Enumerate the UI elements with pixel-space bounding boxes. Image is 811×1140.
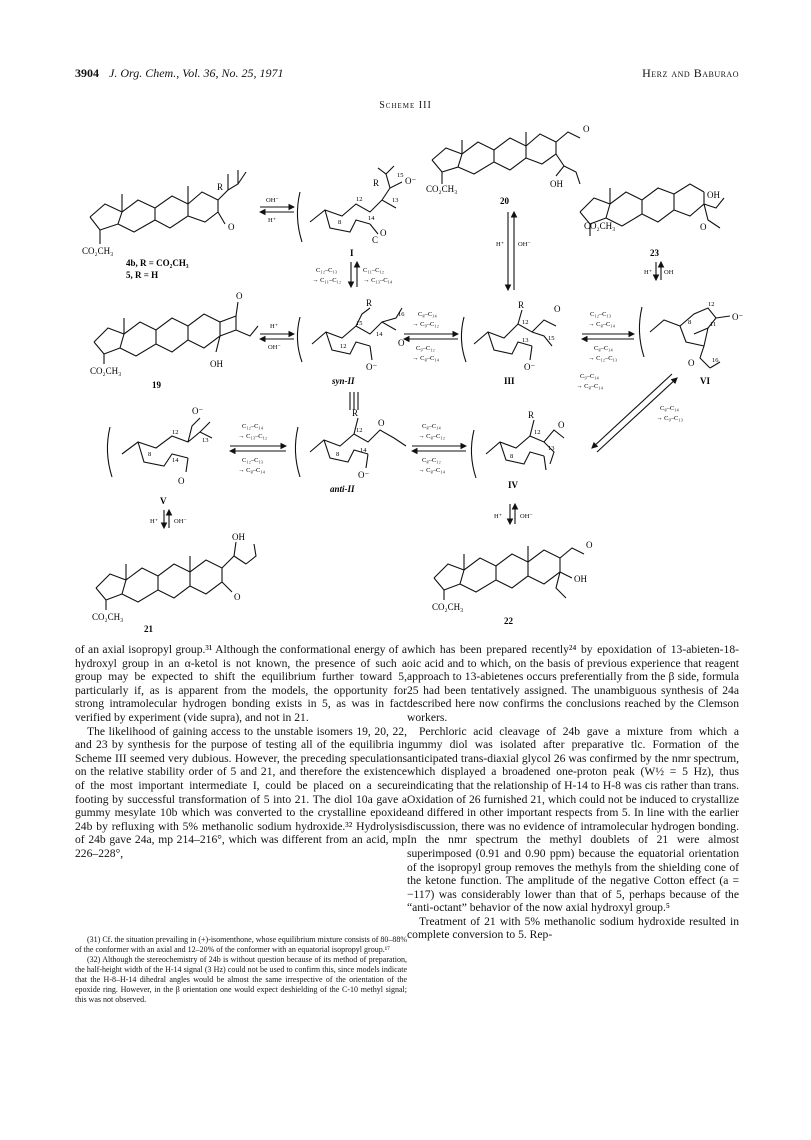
compound-21-oh: OH (232, 532, 245, 542)
VI-c8: 8 (688, 319, 692, 326)
intermediate-III-structure (461, 310, 556, 362)
equilibrium-arrow-23-VI (656, 262, 661, 280)
V-c14: 14 (172, 457, 179, 464)
III-oxo: O (554, 304, 561, 314)
arrow-VI-IV-2: → C₉–C₁₃ (656, 415, 683, 422)
arrow-19-top: H⁺ (270, 323, 279, 330)
arrow-IV-22-left: H⁺ (494, 513, 503, 520)
right-paragraph-2: Perchloric acid cleavage of 24b gave a mixture from which a gummy diol was isolated after preparative tlc. Formation of the anticipated trans-diaxial glycol 26 was confirmed by the nmr spectrum, which displayed a broadened one-proton peak (W½ = 5 Hz), thus indicating that the relationship of H-14 to H-8 was cis rather than trans. Oxidation of 26 furnished 21, which could not be induced to crystallize and differed in other important respects from 5. In line with the earlier discussion, there was no evidence of intramolecular hydrogen bonding. In the nmr spectrum the methyl doublets of 21 were almost superimposed (0.91 and 0.90 ppm) because the equatorial orientation of the isopropyl group removes the methyls from the shielding cone of the ketone function. The amplitude of the negative Cotton effect (a = −117) was considerably lower than that of 5, perhaps because of the “anti-octant” behavior of the now axial hydroxyl group.⁵ (407, 724, 739, 915)
left-column (75, 643, 407, 861)
VI-c12: 12 (708, 301, 715, 308)
compound-22-oxo: O (586, 540, 593, 550)
arrow-I-syn-l2: → C₁₁–C₁₂ (312, 277, 342, 284)
VI-c16: 16 (712, 357, 719, 364)
intermediate-I-oxygen: O (380, 228, 387, 238)
equilibrium-arrow-antiII-IV (412, 446, 466, 451)
compound-22-ester: CO₂CH₃ (432, 602, 464, 612)
footnote-31: (31) Cf. the situation prevailing in (+)-isomenthone, whose equilibrium mixture consists of 80–88% of the conformer with an axial and 12–20% of the conformer with an equatorial isopropyl group.¹⁷ (75, 935, 408, 954)
intermediate-I-c14: 14 (368, 215, 375, 222)
intermediate-I-c13: 13 (392, 197, 399, 204)
page-number: 3904 (75, 66, 99, 80)
V-label: V (160, 496, 167, 506)
VI-ominus: O⁻ (732, 312, 744, 322)
left-paragraph-1: of an axial isopropyl group.³¹ Although the conformational energy of a hydroxyl group in an α-ketol is not known, the presence of such a group may be expected to shift the equilibrium further toward 5, particularly if, as is apparent from the models, the opportunity for strong intramolecular hydrogen bonding exists in 5, as was in fact verified by experiment (vide supra), and not in 21. (75, 643, 407, 724)
arrow-23-VI-left: H⁺ (644, 269, 653, 276)
intermediate-I-carbon: C (372, 235, 379, 245)
arrow-VI-IV-1: C₈–C₁₄ (660, 405, 679, 412)
arrow-anti-IV-b2: → C₈–C₁₄ (418, 467, 445, 474)
arrow-V-anti-b2: → C₈–C₁₄ (238, 467, 265, 474)
synII-oxo: O (398, 338, 405, 348)
arrow-III-IV-1: C₉–C₁₄ (580, 373, 599, 380)
compound-20-structure (432, 132, 580, 184)
equilibrium-arrow-V-21 (164, 510, 169, 528)
V-oxo: O (178, 476, 185, 486)
arrow-I-syn-r1: C₁₁–C₁₂ (363, 267, 384, 274)
intermediate-I-r: R (373, 178, 380, 188)
synII-c14: 14 (376, 331, 383, 338)
equilibrium-arrow-19-synII (260, 334, 294, 339)
synII-r: R (366, 298, 373, 308)
arrow-anti-IV-t2: → C₈–C₁₂ (418, 433, 445, 440)
V-c13: 13 (202, 437, 209, 444)
equilibrium-arrow-20-III (508, 212, 514, 290)
left-paragraph-2: The likelihood of gaining access to the unstable isomers 19, 20, 22, and 23 by synthesis for the purpose of testing all of the equilibria in Scheme III seemed very dubious. However, the preceding speculations on the relative stability order of 5 and 21, and therefore the existence of the most important intermediate I, could be placed on a secure footing by successful transformation of 5 into 21. The diol 10a gave a gummy mesylate 10b which was converted to the crystalline epoxide 24b by refluxing with 5% methanolic sodium hydroxide.³² Hydrolysis of 24b gave 24a, mp 214–216°, which was different from an acid, mp 226–228°, (75, 724, 407, 860)
compound-22-oh: OH (574, 574, 587, 584)
III-r: R (518, 300, 525, 310)
arrow-23-VI-right: OH (664, 269, 674, 276)
synII-c12: 12 (340, 343, 347, 350)
antiII-oxo: O (378, 418, 385, 428)
arrow-III-VI-t2: → C₈–C₁₄ (588, 321, 615, 328)
antiII-label: anti-II (330, 484, 355, 494)
arrow-20-III-right: OH⁻ (518, 241, 531, 248)
compound-4b-r: R (217, 182, 224, 192)
compound-21-structure (96, 542, 256, 610)
right-column (407, 643, 739, 942)
IV-c12: 12 (534, 429, 541, 436)
compound-19-structure (94, 302, 258, 364)
arrow-4b-I-top: OH⁻ (266, 197, 279, 204)
compound-20-label: 20 (500, 196, 509, 206)
arrow-syn-III-t1: C₈–C₁₄ (418, 311, 437, 318)
compound-20-oxo: O (583, 124, 590, 134)
arrow-anti-IV-b1: C₈–C₁₂ (422, 457, 441, 464)
author-names: Herz and Baburao (642, 66, 739, 80)
compound-5-label: 5, R = H (126, 270, 159, 280)
equilibrium-arrow-I-synII (351, 262, 357, 287)
arrow-III-VI-b1: C₈–C₁₄ (594, 345, 613, 352)
arrow-20-III-left: H⁺ (496, 241, 505, 248)
intermediate-I-label: I (350, 248, 354, 258)
right-paragraph-3: Treatment of 21 with 5% methanolic sodium hydroxide resulted in complete conversion to 5. Rep- (407, 914, 739, 942)
footnote-32: (32) Although the stereochemistry of 24b is without question because of its method of preparation, the half-height width of the H-14 signal (3 Hz) could not be used to confirm this, since models indicate that the H-8–H-14 dihedral angles would be almost the same irrespective of the orientation of the epoxide ring. However, in the β orientation one would expect deshielding of the C-10 methyl signal; this was not observed. (75, 955, 407, 1004)
intermediate-I-ominus: O⁻ (405, 176, 417, 186)
compound-4b-oxo: O (228, 222, 235, 232)
synII-ominus: O⁻ (366, 362, 378, 372)
arrow-III-VI-b2: → C₁₂–C₁₃ (588, 355, 618, 362)
compound-19-ester: CO₂CH₃ (90, 366, 122, 376)
III-c13: 13 (522, 337, 529, 344)
IV-oxo: O (558, 420, 565, 430)
arrow-V-21-left: H⁺ (150, 518, 159, 525)
equilibrium-arrow-VI-IV (592, 374, 677, 452)
arrow-4b-I-bottom: H⁺ (268, 217, 277, 224)
antiII-c8: 8 (336, 451, 340, 458)
compound-21-ester: CO₂CH₃ (92, 612, 124, 622)
arrow-I-syn-r2: → C₁₃–C₁₄ (363, 277, 393, 284)
VI-label: VI (700, 376, 711, 386)
VI-oxo: O (688, 358, 695, 368)
synII-label: syn-II (332, 376, 355, 386)
antiII-c12: 12 (356, 427, 363, 434)
arrow-III-IV-2: → C₈–C₁₄ (576, 383, 603, 390)
running-header (75, 66, 739, 82)
antiII-ominus: O⁻ (358, 470, 370, 480)
arrow-V-anti-b1: C₁₂–C₁₃ (242, 457, 263, 464)
compound-23-ester: CO₂CH₃ (584, 221, 616, 231)
arrow-I-syn-l1: C₁₂–C₁₃ (316, 267, 337, 274)
IV-c8: 8 (510, 453, 514, 460)
arrow-19-bottom: OH⁻ (268, 344, 281, 351)
IV-r: R (528, 410, 535, 420)
antiII-r: R (352, 408, 359, 418)
intermediate-antiII-structure (295, 418, 406, 477)
arrow-anti-IV-t1: C₈–C₁₄ (422, 423, 441, 430)
compound-19-oh: OH (210, 359, 223, 369)
antiII-c14: 14 (360, 447, 367, 454)
compound-22-label: 22 (504, 616, 513, 626)
III-ominus: O⁻ (524, 362, 536, 372)
arrow-syn-III-t2: → C₉–C₁₂ (412, 321, 439, 328)
intermediate-synII-structure (297, 308, 402, 362)
intermediate-I-c12: 12 (356, 196, 363, 203)
synII-c15: 15 (356, 320, 363, 327)
III-label: III (504, 376, 515, 386)
journal-reference: J. Org. Chem., Vol. 36, No. 25, 1971 (109, 66, 284, 80)
equilibrium-arrow-V-antiII (230, 446, 286, 451)
arrow-V-anti-t2: → C₁₃–C₁₂ (238, 433, 268, 440)
V-c12: 12 (172, 429, 179, 436)
compound-22-structure (434, 546, 584, 600)
compound-20-ester: CO₂CH₃ (426, 184, 458, 194)
VI-c11: 11 (710, 321, 717, 328)
arrow-V-21-right: OH⁻ (174, 518, 187, 525)
III-c15: 15 (548, 335, 555, 342)
arrow-III-VI-t1: C₁₂–C₁₃ (590, 311, 611, 318)
compound-4b-label: 4b, R = CO₂CH₃ (126, 258, 189, 268)
equilibrium-arrow-III-VI (582, 334, 634, 339)
IV-label: IV (508, 480, 519, 490)
right-paragraph-1: which has been prepared recently²⁴ by epoxidation of 13-abieten-18-oic acid and to which, on the basis of previous experience that reagent approach to 13-abietenes occurs preferentially from the β side, formula 25 had been tentatively assigned. The unambiguous synthesis of 24a described here now confirms the conclusions reached by the Clemson workers. (407, 643, 739, 724)
compound-19-oxo: O (236, 291, 243, 301)
intermediate-V-structure (107, 418, 212, 477)
scheme-title: Scheme III (379, 100, 432, 111)
intermediate-I-c8: 8 (338, 219, 342, 226)
intermediate-I-c15: 15 (397, 172, 404, 179)
equilibrium-arrow-synII-III (404, 334, 458, 339)
reaction-scheme (60, 112, 760, 632)
compound-21-label: 21 (144, 624, 153, 632)
V-ominus: O⁻ (192, 406, 204, 416)
arrow-syn-III-b1: C₉–C₁₂ (416, 345, 435, 352)
compound-4b-ester: CO₂CH₃ (82, 246, 114, 256)
compound-20-oh: OH (550, 179, 563, 189)
arrow-V-anti-t1: C₁₂–C₁₄ (242, 423, 263, 430)
compound-23-oh: OH (707, 190, 720, 200)
compound-21-oxo: O (234, 592, 241, 602)
V-c8: 8 (148, 451, 152, 458)
compound-23-label: 23 (650, 248, 659, 258)
III-c12: 12 (522, 319, 529, 326)
compound-19-label: 19 (152, 380, 161, 390)
footnotes (75, 935, 407, 1005)
IV-c13: 13 (548, 445, 555, 452)
arrow-IV-22-right: OH⁻ (520, 513, 533, 520)
equilibrium-arrow-4b-I (260, 207, 294, 212)
synII-c16: 16 (398, 311, 405, 318)
compound-23-oxo: O (700, 222, 707, 232)
equilibrium-arrow-IV-22 (510, 504, 515, 524)
arrow-syn-III-b2: → C₈–C₁₄ (412, 355, 439, 362)
